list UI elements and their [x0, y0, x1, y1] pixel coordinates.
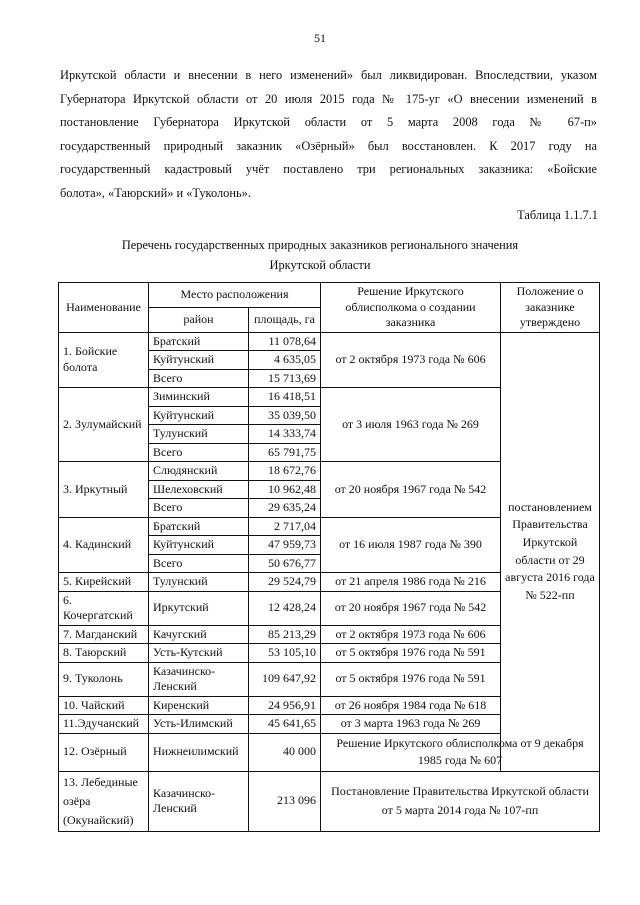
- reserve-name: 13. Лебединые озёра (Окунайский): [59, 771, 149, 831]
- area-cell: 50 676,77: [249, 554, 321, 573]
- reserve-name: 6. Кочергатский: [59, 591, 149, 625]
- district-cell: Казачинско-Ленский: [149, 771, 249, 831]
- area-cell: 11 078,64: [249, 332, 321, 351]
- header-decision: Решение Иркутского облисполкома о создании заказника: [321, 283, 501, 333]
- reserve-name: 9. Туколонь: [59, 662, 149, 696]
- decision-cell: от 16 июля 1987 года № 390: [321, 517, 501, 573]
- district-cell: Братский: [149, 332, 249, 351]
- area-cell: 65 791,75: [249, 443, 321, 462]
- reserves-table: [58, 282, 600, 832]
- paragraph-line: болота», «Таюрский» и «Туколонь».: [60, 185, 251, 200]
- district-cell: Усть-Кутский: [149, 644, 249, 663]
- district-cell: Всего: [149, 369, 249, 388]
- area-cell: 29 635,24: [249, 499, 321, 518]
- table-row: [59, 332, 600, 351]
- reserve-name: 4. Кадинский: [59, 517, 149, 573]
- paragraph-line: Губернатора Иркутской области от 20 июля 2015 года № 175-уг «О внесении изменений в: [60, 91, 597, 106]
- decision-cell: от 20 ноября 1967 года № 542: [321, 462, 501, 518]
- decision-cell: от 5 октября 1976 года № 591: [321, 662, 501, 696]
- header-name: Наименование: [59, 283, 149, 333]
- district-cell: Казачинско-Ленский: [149, 662, 249, 696]
- reserve-name: 10. Чайский: [59, 696, 149, 715]
- header-regulation: Положение о заказнике утверждено: [501, 283, 600, 333]
- decision-cell: от 3 марта 1963 года № 269: [321, 715, 501, 734]
- area-cell: 53 105,10: [249, 644, 321, 663]
- area-cell: 35 039,50: [249, 406, 321, 425]
- area-cell: 109 647,92: [249, 662, 321, 696]
- decision-cell: от 5 октября 1976 года № 591: [321, 644, 501, 663]
- regulation-cell: постановлением Правительства Иркутской области от 29 августа 2016 года № 522-пп: [501, 332, 600, 771]
- header-area: площадь, га: [249, 307, 321, 332]
- reserve-name: 11.Эдучанский: [59, 715, 149, 734]
- district-cell: Нижнеилимский: [149, 733, 249, 771]
- table-title-line: Иркутской области: [269, 257, 371, 272]
- area-cell: 12 428,24: [249, 591, 321, 625]
- reserve-name: 12. Озёрный: [59, 733, 149, 771]
- area-cell: 45 641,65: [249, 715, 321, 734]
- area-cell: 29 524,79: [249, 573, 321, 592]
- area-cell: 18 672,76: [249, 462, 321, 481]
- decision-cell: от 21 апреля 1986 года № 216: [321, 573, 501, 592]
- district-cell: Всего: [149, 443, 249, 462]
- reserve-name: 2. Зулумайский: [59, 388, 149, 462]
- reserve-name: 7. Магданский: [59, 625, 149, 644]
- district-cell: Куйтунский: [149, 406, 249, 425]
- district-cell: Качугский: [149, 625, 249, 644]
- area-cell: 2 717,04: [249, 517, 321, 536]
- table-row: [59, 733, 600, 771]
- header-location: Место расположения: [149, 283, 321, 308]
- area-cell: 24 956,91: [249, 696, 321, 715]
- area-cell: 4 635,05: [249, 351, 321, 370]
- area-cell: 10 962,48: [249, 480, 321, 499]
- decision-cell: от 2 октября 1973 года № 606: [321, 332, 501, 388]
- paragraph-line: государственный кадастровый учёт поставлено три региональных заказника: «Бойские: [60, 162, 597, 177]
- table-title: [0, 236, 640, 275]
- table-caption: Таблица 1.1.7.1: [517, 208, 598, 222]
- district-cell: Куйтунский: [149, 351, 249, 370]
- reserve-name: 5. Кирейский: [59, 573, 149, 592]
- body-paragraph: [60, 64, 597, 206]
- table-row: [59, 771, 600, 831]
- district-cell: Иркутский: [149, 591, 249, 625]
- district-cell: Всего: [149, 554, 249, 573]
- table-header-row: [59, 283, 600, 308]
- decision-cell: от 2 октября 1973 года № 606: [321, 625, 501, 644]
- area-cell: 14 333,74: [249, 425, 321, 444]
- district-cell: Тулунский: [149, 573, 249, 592]
- decision-cell: Постановление Правительства Иркутской области от 5 марта 2014 года № 107-пп: [321, 771, 600, 831]
- district-cell: Всего: [149, 499, 249, 518]
- decision-cell: от 3 июля 1963 года № 269: [321, 388, 501, 462]
- decision-cell: от 20 ноября 1967 года № 542: [321, 591, 501, 625]
- area-cell: 213 096: [249, 771, 321, 831]
- district-cell: Братский: [149, 517, 249, 536]
- area-cell: 85 213,29: [249, 625, 321, 644]
- district-cell: Тулунский: [149, 425, 249, 444]
- paragraph-line: Иркутской области и внесении в него изменений» был ликвидирован. Впоследствии, указом: [60, 68, 597, 82]
- paragraph-line: государственный природный заказник «Озёрный» был восстановлен. К 2017 году на: [60, 138, 597, 153]
- district-cell: Шелеховский: [149, 480, 249, 499]
- district-cell: Куйтунский: [149, 536, 249, 555]
- area-cell: 16 418,51: [249, 388, 321, 407]
- reserve-name: 1. Бойские болота: [59, 332, 149, 388]
- table-title-line: Перечень государственных природных заказников регионального значения: [121, 238, 519, 252]
- area-cell: 15 713,69: [249, 369, 321, 388]
- area-cell: 40 000: [249, 733, 321, 771]
- paragraph-line: постановление Губернатора Иркутской области от 5 марта 2008 года № 67-п»: [60, 115, 597, 130]
- decision-cell: Решение Иркутского облисполкома от 9 декабря 1985 года № 607: [321, 733, 600, 771]
- page-number: 51: [314, 31, 326, 45]
- district-cell: Зиминский: [149, 388, 249, 407]
- reserve-name: 8. Таюрский: [59, 644, 149, 663]
- district-cell: Усть-Илимский: [149, 715, 249, 734]
- district-cell: Киренский: [149, 696, 249, 715]
- decision-cell: от 26 ноября 1984 года № 618: [321, 696, 501, 715]
- area-cell: 47 959,73: [249, 536, 321, 555]
- district-cell: Слюдянский: [149, 462, 249, 481]
- reserve-name: 3. Иркутный: [59, 462, 149, 518]
- header-district: район: [149, 307, 249, 332]
